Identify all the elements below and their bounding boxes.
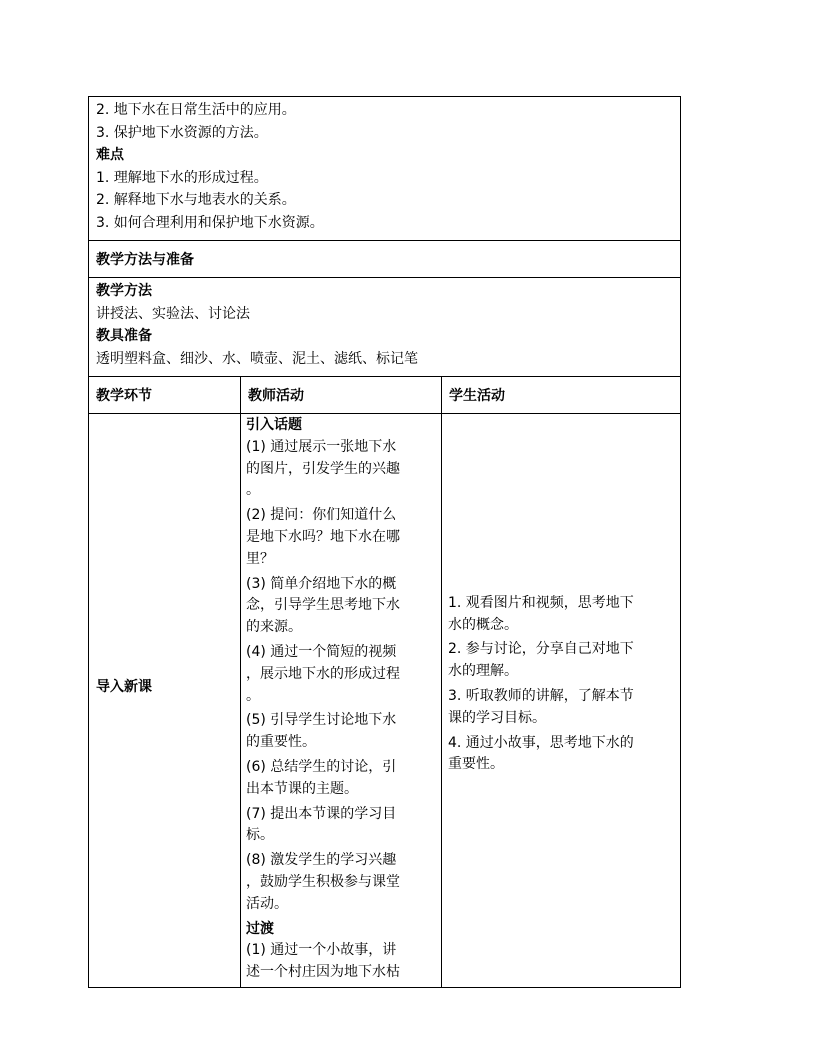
student-activity-item-line: 4. 通过小故事，思考地下水的 xyxy=(448,734,634,751)
intro-item-line: (4) 通过一个简短的视频 xyxy=(246,643,397,660)
methods-label: 教学方法 xyxy=(96,283,152,299)
student-activity-item-line: 课的学习目标。 xyxy=(448,709,546,726)
key-points-row xyxy=(89,97,681,241)
student-activity-item-line: 重要性。 xyxy=(448,756,504,773)
difficulties-heading: 难点 xyxy=(96,147,124,163)
intro-item xyxy=(246,642,436,707)
intro-item-line: 。 xyxy=(246,687,260,704)
intro-item-line: (5) 引导学生讨论地下水 xyxy=(246,712,397,729)
intro-item xyxy=(246,850,436,915)
difficulty-item: 3. 如何合理利用和保护地下水资源。 xyxy=(96,214,324,231)
transition-heading: 过渡 xyxy=(246,920,274,937)
transition-item-line: 述一个村庄因为地下水枯 xyxy=(246,964,400,981)
methods-heading-row xyxy=(89,241,681,278)
key-point-item: 3. 保护地下水资源的方法。 xyxy=(96,124,268,141)
intro-item-line: (7) 提出本节课的学习目 xyxy=(246,805,397,822)
intro-item-line: 活动。 xyxy=(246,895,288,912)
methods-section-heading: 教学方法与准备 xyxy=(96,252,194,268)
student-activity-item-line: 1. 观看图片和视频，思考地下 xyxy=(448,594,634,611)
intro-item-line: (6) 总结学生的讨论，引 xyxy=(246,758,397,775)
lesson-plan-table xyxy=(88,96,681,988)
transition-item xyxy=(246,940,436,984)
student-activity-item xyxy=(448,686,634,730)
key-point-item: 2. 地下水在日常生活中的应用。 xyxy=(96,102,296,118)
key-points-cell xyxy=(89,97,681,241)
intro-item-line: 出本节课的主题。 xyxy=(246,780,358,797)
student-activity-item xyxy=(448,593,634,637)
student-activity-item xyxy=(448,639,634,683)
student-items xyxy=(448,593,634,779)
intro-item xyxy=(246,804,436,848)
student-activity-item-line: 2. 参与讨论，分享自己对地下 xyxy=(448,641,634,658)
difficulty-item: 2. 解释地下水与地表水的关系。 xyxy=(96,192,296,208)
materials-label: 教具准备 xyxy=(96,328,152,344)
intro-item xyxy=(246,710,436,754)
methods-row xyxy=(89,278,681,377)
intro-item-line: 的图片，引发学生的兴趣 xyxy=(246,460,400,477)
intro-item-line: 里？ xyxy=(246,550,274,567)
student-activity-item-line: 3. 听取教师的讲解，了解本节 xyxy=(448,688,634,704)
intro-item-line: 标。 xyxy=(246,827,274,844)
methods-text: 讲授法、实验法、讨论法 xyxy=(96,305,250,322)
teacher-activity xyxy=(241,414,441,987)
intro-items xyxy=(246,437,436,919)
materials-text: 透明塑料盒、细沙、水、喷壶、泥土、滤纸、标记笔 xyxy=(96,350,418,367)
intro-item-line: (3) 简单介绍地下水的概 xyxy=(246,575,397,592)
stage-name: 导入新课 xyxy=(96,679,152,695)
transition-items xyxy=(246,940,436,987)
transition-item-line: (1) 通过一个小故事，讲 xyxy=(246,942,397,959)
intro-item-line: (2) 提问：你们知道什么 xyxy=(246,507,397,524)
intro-item-line: ，展示地下水的形成过程 xyxy=(246,665,400,682)
intro-item xyxy=(246,437,436,502)
student-activity-item-line: 水的概念。 xyxy=(448,616,518,633)
intro-item xyxy=(246,757,436,801)
student-column-header: 学生活动 xyxy=(449,388,505,404)
intro-item-line: 的来源。 xyxy=(246,619,302,636)
intro-heading: 引入话题 xyxy=(246,417,302,433)
student-activity xyxy=(442,414,680,958)
intro-item-line: 。 xyxy=(246,482,260,499)
teacher-column-header: 教师活动 xyxy=(248,388,304,404)
intro-item-line: 的重要性。 xyxy=(246,734,316,751)
table-header-row xyxy=(89,377,681,414)
intro-stage-row xyxy=(89,414,681,988)
intro-item-line: (8) 激发学生的学习兴趣 xyxy=(246,852,397,869)
intro-item-line: (1) 通过展示一张地下水 xyxy=(246,438,397,455)
student-activity-item-line: 水的理解。 xyxy=(448,663,518,680)
stage-column-header: 教学环节 xyxy=(96,388,152,404)
student-activity-item xyxy=(448,733,634,777)
intro-item xyxy=(246,574,436,639)
intro-item xyxy=(246,505,436,570)
intro-item-line: ，鼓励学生积极参与课堂 xyxy=(246,873,400,890)
difficulty-item: 1. 理解地下水的形成过程。 xyxy=(96,169,268,186)
intro-item-line: 是地下水吗？地下水在哪 xyxy=(246,528,400,545)
intro-item-line: 念，引导学生思考地下水 xyxy=(246,597,400,614)
